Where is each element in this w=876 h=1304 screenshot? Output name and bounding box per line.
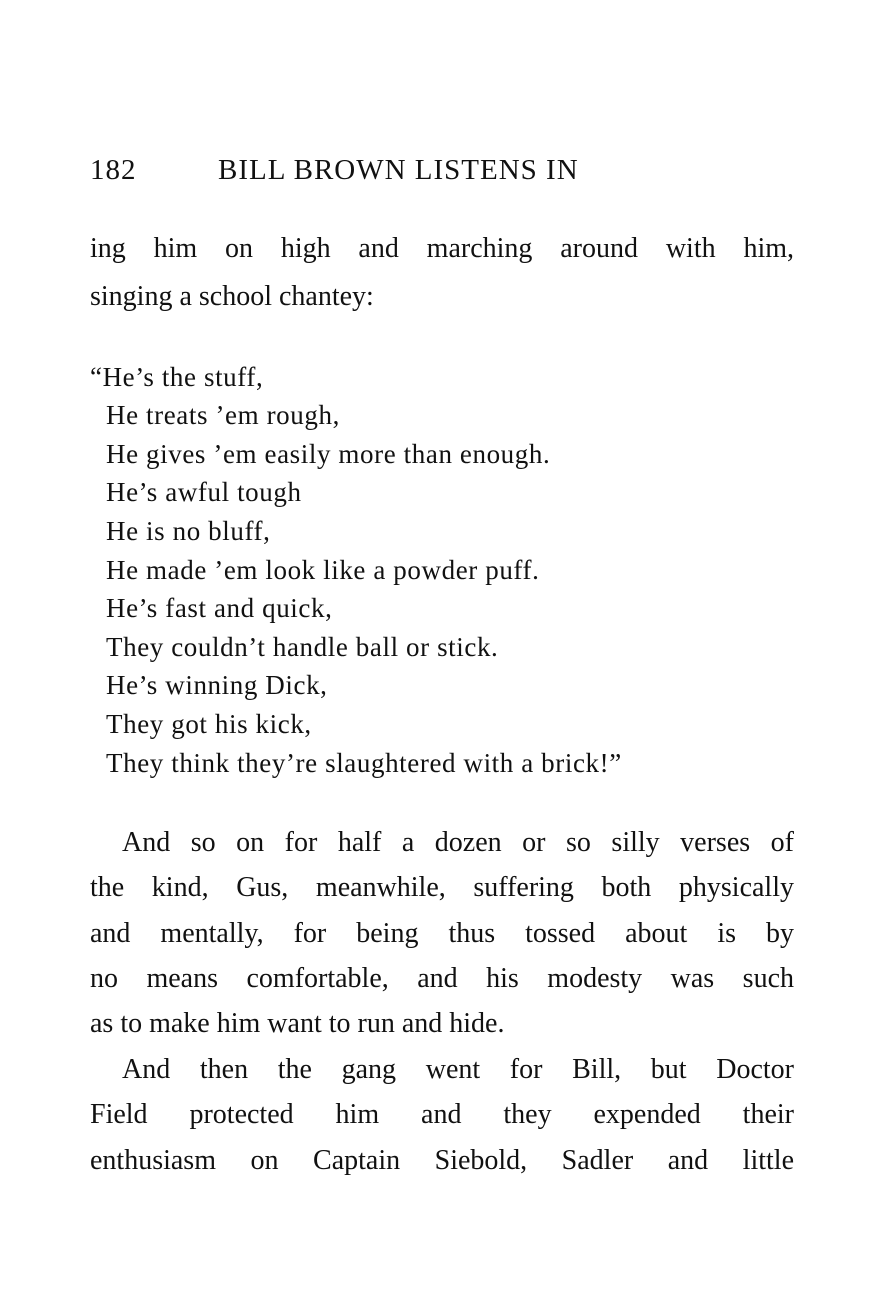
verse-line: He’s fast and quick, (106, 593, 333, 623)
verse-line: He’s awful tough (106, 477, 302, 507)
paragraph-line: as to make him want to run and hide. (90, 1008, 505, 1039)
verse-line: They got his kick, (106, 709, 312, 739)
paragraph-line: And so on for half a dozen or so silly verses of (122, 827, 794, 858)
verse-line: He made ’em look like a powder puff. (106, 555, 540, 585)
page-header (90, 154, 800, 194)
running-title: BILL BROWN LISTENS IN (218, 154, 579, 186)
page-number: 182 (90, 154, 137, 186)
paragraph-line: And then the gang went for Bill, but Doctor (122, 1054, 794, 1085)
paragraph-line: the kind, Gus, meanwhile, suffering both physically (90, 872, 794, 903)
paragraph-line: Field protected him and they expended their (90, 1099, 794, 1130)
paragraph-line: and mentally, for being thus tossed about is by (90, 918, 794, 949)
paragraph-line: enthusiasm on Captain Siebold, Sadler and little (90, 1145, 794, 1176)
paragraph-line: no means comfortable, and his modesty was such (90, 963, 794, 994)
verse-line: He’s winning Dick, (106, 670, 328, 700)
verse-line: He treats ’em rough, (106, 400, 340, 430)
paragraph-line: ing him on high and marching around with him, (90, 233, 794, 264)
paragraph-line: singing a school chantey: (90, 281, 374, 312)
verse-line: They think they’re slaughtered with a brick!” (106, 748, 622, 778)
verse-line: “He’s the stuff, (90, 362, 264, 392)
verse-line: He is no bluff, (106, 516, 271, 546)
verse-line: They couldn’t handle ball or stick. (106, 632, 499, 662)
verse-line: He gives ’em easily more than enough. (106, 439, 551, 469)
